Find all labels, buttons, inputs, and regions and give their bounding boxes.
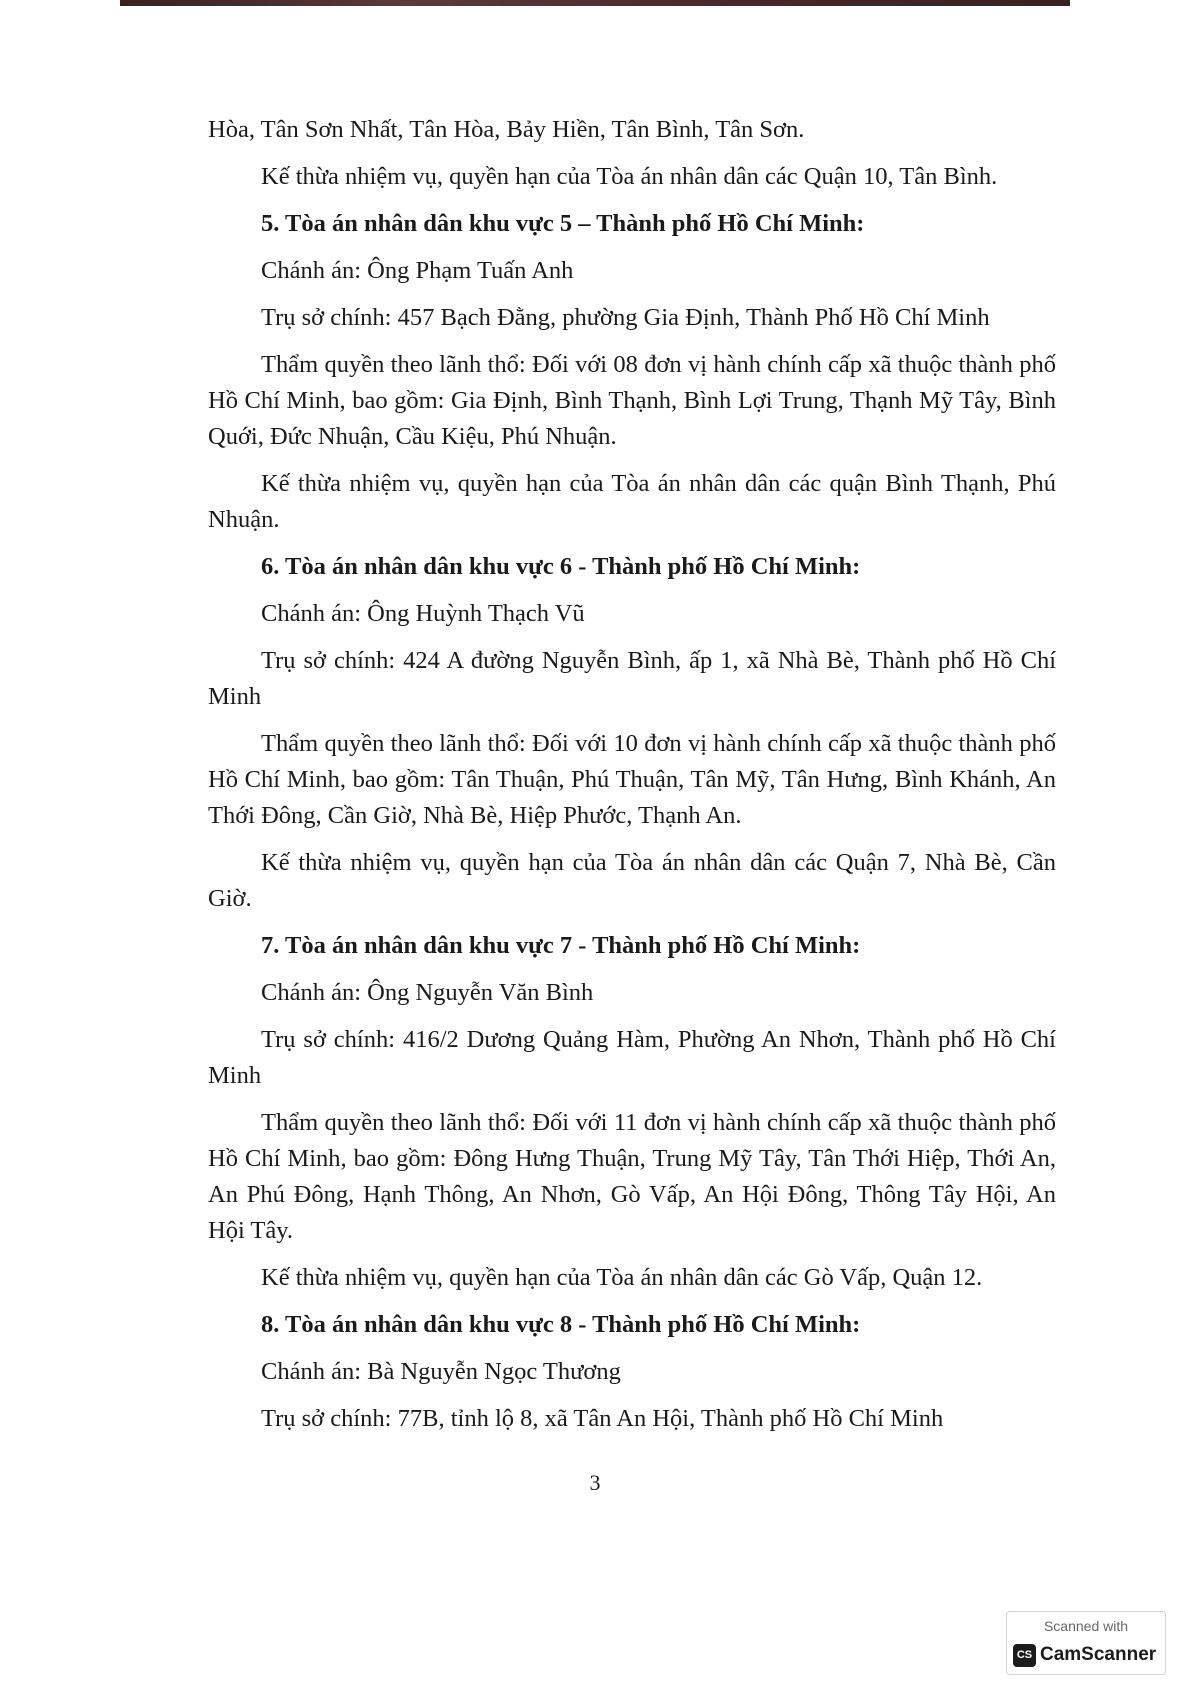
watermark-caption: Scanned with [1043, 1618, 1129, 1634]
paragraph: Trụ sở chính: 424 A đường Nguyễn Bình, ấp 1, xã Nhà Bè, Thành phố Hồ Chí Minh [208, 647, 1056, 710]
paragraph: Chánh án: Ông Phạm Tuấn Anh [261, 257, 574, 284]
section-heading: 5. Tòa án nhân dân khu vực 5 – Thành phố Hồ Chí Minh: [261, 210, 865, 237]
paragraph: Chánh án: Bà Nguyễn Ngọc Thương [261, 1358, 621, 1385]
camscanner-watermark [1006, 1611, 1166, 1675]
paragraph: Thẩm quyền theo lãnh thổ: Đối với 08 đơn vị hành chính cấp xã thuộc thành phố Hồ Chí Minh, bao gồm: Gia Định, Bình Thạnh, Bình Lợi Trung, Thạnh Mỹ Tây, Bình Quới, Đức Nhuận, Cầu Kiệu, Phú Nhuận. [208, 351, 1056, 450]
section-heading: 7. Tòa án nhân dân khu vực 7 - Thành phố Hồ Chí Minh: [261, 932, 861, 959]
paragraph: Thẩm quyền theo lãnh thổ: Đối với 11 đơn vị hành chính cấp xã thuộc thành phố Hồ Chí Minh, bao gồm: Đông Hưng Thuận, Trung Mỹ Tây, Tân Thới Hiệp, Thới An, An Phú Đông, Hạnh Thông, An Nhơn, Gò Vấp, An Hội Đông, Thông Tây Hội, An Hội Tây. [208, 1109, 1056, 1244]
paragraph: Trụ sở chính: 77B, tỉnh lộ 8, xã Tân An Hội, Thành phố Hồ Chí Minh [261, 1405, 944, 1432]
section-heading: 8. Tòa án nhân dân khu vực 8 - Thành phố Hồ Chí Minh: [261, 1311, 861, 1338]
watermark-brand-row [1013, 1642, 1156, 1668]
paragraph: Kế thừa nhiệm vụ, quyền hạn của Tòa án nhân dân các quận Bình Thạnh, Phú Nhuận. [208, 470, 1056, 533]
paragraph: Kế thừa nhiệm vụ, quyền hạn của Tòa án nhân dân các Gò Vấp, Quận 12. [261, 1264, 983, 1291]
document-page [208, 112, 1056, 1448]
camscanner-logo-icon: CS [1013, 1644, 1036, 1667]
paragraph: Trụ sở chính: 416/2 Dương Quảng Hàm, Phường An Nhơn, Thành phố Hồ Chí Minh [208, 1026, 1056, 1089]
paragraph: Kế thừa nhiệm vụ, quyền hạn của Tòa án nhân dân các Quận 7, Nhà Bè, Cần Giờ. [208, 849, 1056, 912]
page-number: 3 [589, 1470, 601, 1495]
paragraph: Chánh án: Ông Huỳnh Thạch Vũ [261, 600, 585, 627]
paragraph: Kế thừa nhiệm vụ, quyền hạn của Tòa án nhân dân các Quận 10, Tân Bình. [261, 163, 998, 190]
paragraph: Thẩm quyền theo lãnh thổ: Đối với 10 đơn vị hành chính cấp xã thuộc thành phố Hồ Chí Minh, bao gồm: Tân Thuận, Phú Thuận, Tân Mỹ, Tân Hưng, Bình Khánh, An Thới Đông, Cần Giờ, Nhà Bè, Hiệp Phước, Thạnh An. [208, 730, 1056, 829]
section-heading: 6. Tòa án nhân dân khu vực 6 - Thành phố Hồ Chí Minh: [261, 553, 861, 580]
paragraph-continuation: Hòa, Tân Sơn Nhất, Tân Hòa, Bảy Hiền, Tân Bình, Tân Sơn. [208, 116, 805, 143]
paragraph: Trụ sở chính: 457 Bạch Đằng, phường Gia Định, Thành Phố Hồ Chí Minh [261, 304, 990, 331]
scan-top-edge [120, 0, 1070, 6]
paragraph: Chánh án: Ông Nguyễn Văn Bình [261, 979, 594, 1006]
watermark-brand: CamScanner [1040, 1644, 1157, 1665]
